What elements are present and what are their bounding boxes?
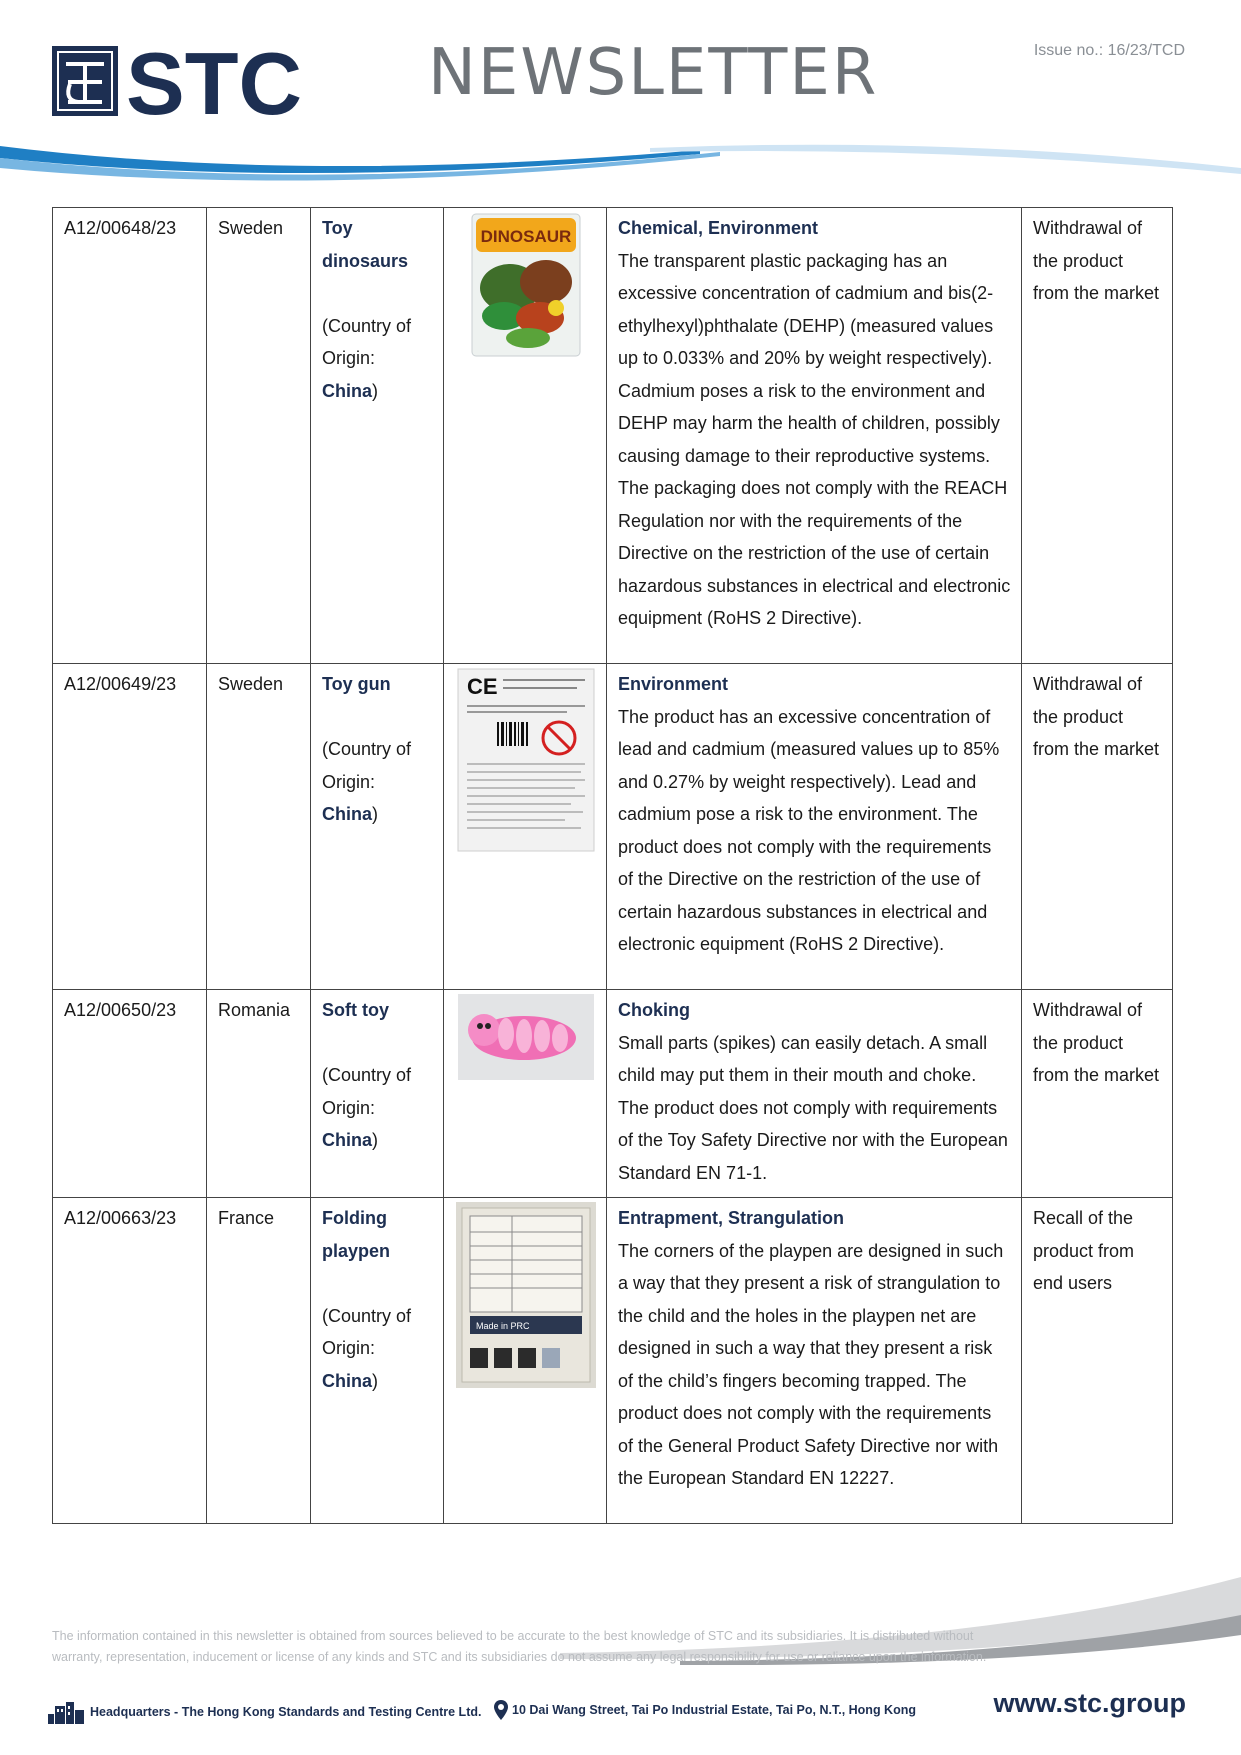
reference-number: A12/00649/23 [53, 664, 207, 990]
product-cell [311, 1198, 444, 1524]
table-row [53, 208, 1173, 664]
measures-taken: Recall of the product from end users [1022, 1198, 1173, 1524]
hazard-cell [607, 664, 1022, 990]
notifying-country: Sweden [207, 208, 311, 664]
origin-country: China [322, 804, 373, 824]
measures-taken: Withdrawal of the product from the market [1022, 664, 1173, 990]
issue-number: Issue no.: 16/23/TCD [1033, 42, 1185, 59]
risk-type: Entrapment, Strangulation [618, 1208, 845, 1228]
svg-text:Made in PRC: Made in PRC [475, 1321, 530, 1331]
toy-dinosaurs-image [470, 212, 582, 358]
hazard-cell [607, 990, 1022, 1198]
reference-number: A12/00663/23 [53, 1198, 207, 1524]
header-wave-decoration [0, 138, 1241, 198]
product-name: Folding playpen [322, 1208, 391, 1261]
recycle-icon [542, 1348, 560, 1368]
product-image-cell [444, 990, 607, 1198]
umbrella-icon [470, 1348, 488, 1368]
origin-suffix: ) [372, 380, 379, 401]
origin-prefix: (Country of Origin: [322, 1305, 412, 1358]
hazard-description: The corners of the playpen are designed in such a way that they present a risk of strangulation to the child and the holes in the playpen net are designed in such a way that they present a risk of the child’s fingers becoming trapped. The product does not comply with the requirements of the General Product Safety Directive nor with the European Standard EN 12227. [618, 1240, 1004, 1488]
soft-toy-image [458, 994, 594, 1080]
disclaimer: The information contained in this newsletter is obtained from sources believed to be accurate to the best knowledge of STC and its subsidiaries. It is distributed without warranty, representation, inducement or license of any kinds and STC and its subsidiaries do not assume any legal responsibility for use or reliance upon the information. [52, 1629, 987, 1664]
origin-prefix: (Country of Origin: [322, 315, 412, 368]
risk-type: Choking [618, 1000, 690, 1020]
headquarters-info [48, 1700, 481, 1724]
origin-country: China [322, 380, 373, 401]
origin-suffix: ) [372, 1130, 379, 1150]
website-link[interactable]: www.stc.group [993, 1688, 1186, 1718]
recall-table [52, 207, 1173, 1524]
svg-text:CE: CE [466, 674, 498, 699]
hazard-cell [607, 208, 1022, 664]
location-pin-icon [494, 1700, 508, 1720]
origin-prefix: (Country of Origin: [322, 1065, 412, 1118]
origin-suffix: ) [372, 804, 379, 824]
product-image-cell [444, 1198, 607, 1524]
notifying-country: Sweden [207, 664, 311, 990]
svg-text:DINOSAUR: DINOSAUR [480, 227, 571, 246]
toy-gun-label-image [457, 668, 595, 852]
product-name: Toy gun [322, 674, 391, 694]
folding-playpen-image [456, 1202, 596, 1388]
stc-logo [52, 44, 352, 126]
product-image-cell [444, 664, 607, 990]
hazard-cell [607, 1198, 1022, 1524]
address-text: 10 Dai Wang Street, Tai Po Industrial Estate, Tai Po, N.T., Hong Kong [512, 1703, 916, 1717]
product-name: Soft toy [322, 1000, 389, 1020]
risk-type: Chemical, Environment [618, 218, 819, 238]
reference-number: A12/00648/23 [53, 208, 207, 664]
headquarters-text: Headquarters - The Hong Kong Standards and Testing Centre Ltd. [90, 1705, 482, 1719]
origin-suffix: ) [372, 1370, 379, 1391]
svg-text:STC: STC [126, 44, 302, 126]
hazard-description: The product has an excessive concentration of lead and cadmium (measured values up to 85% and 0.27% by weight respectively). Lead and cadmium pose a risk to the environment. The product does not comply with the requirements of the Directive on the restriction of the use of certain hazardous substances in electrical and electronic equipment (RoHS 2 Directive). [618, 706, 1000, 954]
hazard-description: Small parts (spikes) can easily detach. A small child may put them in their mouth and choke. The product does not comply with requirements of the Toy Safety Directive nor with the European Standard EN 71-1. [618, 1032, 1008, 1183]
measures-taken: Withdrawal of the product from the market [1022, 990, 1173, 1198]
product-cell [311, 208, 444, 664]
newsletter-title: NEWSLETTER [428, 36, 879, 110]
measures-taken: Withdrawal of the product from the market [1022, 208, 1173, 664]
product-cell [311, 664, 444, 990]
table-row [53, 990, 1173, 1198]
risk-type: Environment [618, 674, 729, 694]
hazard-description: The transparent plastic packaging has an excessive concentration of cadmium and bis(2-ethylhexyl)phthalate (DEHP) (measured values up to 0.033% and 20% by weight respectively). Cadmium poses a risk to the environment and DEHP may harm the health of children, possibly causing damage to their reproductive systems. The packaging does not comply with the REACH Regulation nor with the requirements of the Directive on the restriction of the use of certain hazardous substances in electrical and electronic equipment (RoHS 2 Directive). [618, 250, 1011, 628]
origin-country: China [322, 1130, 373, 1150]
product-cell [311, 990, 444, 1198]
footer-bar [48, 1688, 1198, 1728]
origin-country: China [322, 1370, 373, 1391]
table-row [53, 664, 1173, 990]
address-info [494, 1700, 916, 1720]
building-icon [48, 1700, 84, 1724]
glass-icon [494, 1348, 512, 1368]
table-row [53, 1198, 1173, 1524]
reference-number: A12/00650/23 [53, 990, 207, 1198]
notifying-country: Romania [207, 990, 311, 1198]
notifying-country: France [207, 1198, 311, 1524]
arrows-up-icon [518, 1348, 536, 1368]
product-name: Toy dinosaurs [322, 218, 409, 271]
origin-prefix: (Country of Origin: [322, 739, 412, 792]
product-image-cell [444, 208, 607, 664]
